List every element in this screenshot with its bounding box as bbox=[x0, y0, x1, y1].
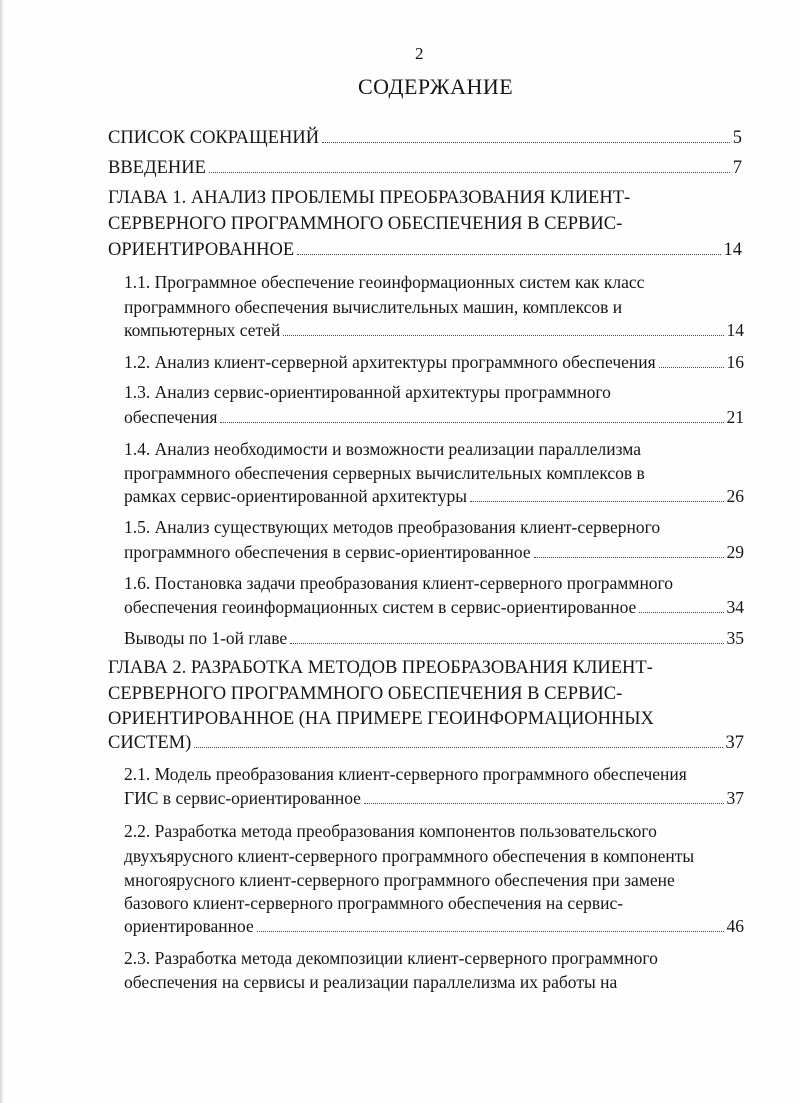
toc-entry-page: 34 bbox=[726, 597, 744, 617]
dot-leader bbox=[194, 747, 722, 748]
toc-entry-page: 16 bbox=[726, 352, 744, 372]
toc-entry-last-line bbox=[124, 484, 744, 508]
dot-leader bbox=[639, 612, 723, 613]
toc-entry-line: двухъярусного клиент-серверного программного обеспечения в компоненты bbox=[124, 846, 695, 866]
dot-leader bbox=[322, 142, 730, 143]
page-number: 2 bbox=[415, 44, 424, 63]
dot-leader bbox=[220, 422, 723, 423]
toc-entry-line: программного обеспечения серверных вычислительных комплексов в bbox=[124, 463, 645, 483]
toc-entry-text: обеспечения bbox=[124, 407, 218, 427]
toc-entry-text: ГИС в сервис-ориентированное bbox=[124, 788, 361, 808]
toc-entry-text: СПИСОК СОКРАЩЕНИЙ bbox=[108, 128, 320, 148]
toc-entry-text: ВВЕДЕНИЕ bbox=[108, 158, 206, 178]
toc-entry-line: СЕРВЕРНОГО ПРОГРАММНОГО ОБЕСПЕЧЕНИЯ В СЕРВИС- bbox=[108, 684, 623, 704]
scan-edge-shadow bbox=[0, 0, 4, 1103]
dot-leader bbox=[283, 335, 723, 336]
toc-entry-page: 29 bbox=[726, 542, 744, 562]
toc-entry-line: ГЛАВА 2. РАЗРАБОТКА МЕТОДОВ ПРЕОБРАЗОВАНИЯ КЛИЕНТ- bbox=[108, 658, 653, 678]
toc-entry-line: СЕРВЕРНОГО ПРОГРАММНОГО ОБЕСПЕЧЕНИЯ В СЕРВИС- bbox=[108, 214, 623, 234]
toc-entry-page: 5 bbox=[732, 128, 742, 148]
toc-entry-page: 14 bbox=[723, 240, 742, 260]
toc-entry-conclusions-1[interactable] bbox=[124, 626, 744, 650]
toc-entry-introduction[interactable] bbox=[108, 156, 742, 180]
toc-entry-text: рамках сервис-ориентированной архитектуры bbox=[124, 486, 467, 506]
toc-entry-last-line bbox=[124, 786, 744, 810]
toc-entry-abbreviations[interactable] bbox=[108, 126, 742, 150]
toc-entry-text: СИСТЕМ) bbox=[108, 733, 192, 753]
toc-entry-page: 37 bbox=[726, 788, 744, 808]
toc-entry-line: ГЛАВА 1. АНАЛИЗ ПРОБЛЕМЫ ПРЕОБРАЗОВАНИЯ КЛИЕНТ- bbox=[108, 188, 631, 208]
toc-entry-text: компьютерных сетей bbox=[124, 320, 281, 340]
toc-entry-last-line bbox=[108, 238, 742, 262]
toc-entry-page: 37 bbox=[725, 733, 744, 753]
toc-entry-section-1-2[interactable] bbox=[124, 350, 744, 374]
dot-leader bbox=[257, 931, 724, 932]
dot-leader bbox=[364, 803, 724, 804]
toc-entry-page: 46 bbox=[726, 916, 744, 936]
toc-entry-last-line bbox=[108, 731, 744, 755]
toc-entry-page: 35 bbox=[726, 628, 744, 648]
toc-entry-line: ОРИЕНТИРОВАННОЕ (НА ПРИМЕРЕ ГЕОИНФОРМАЦИОННЫХ bbox=[108, 709, 654, 729]
toc-entry-line: программного обеспечения вычислительных машин, комплексов и bbox=[124, 297, 623, 317]
toc-entry-last-line bbox=[124, 318, 744, 342]
toc-entry-line: 1.3. Анализ сервис-ориентированной архитектуры программного bbox=[124, 382, 611, 402]
toc-entry-line: 2.1. Модель преобразования клиент-серверного программного обеспечения bbox=[124, 764, 687, 784]
dot-leader bbox=[659, 367, 724, 368]
dot-leader bbox=[209, 172, 730, 173]
toc-entry-line: 1.5. Анализ существующих методов преобразования клиент-серверного bbox=[124, 517, 661, 537]
toc-entry-last-line bbox=[124, 405, 744, 429]
toc-entry-line: базового клиент-серверного программного обеспечения на сервис- bbox=[124, 893, 624, 913]
toc-entry-text: ориентированное bbox=[124, 916, 254, 936]
toc-entry-text: программного обеспечения в сервис-ориентированное bbox=[124, 542, 531, 562]
toc-entry-text: ОРИЕНТИРОВАННОЕ bbox=[108, 240, 295, 260]
toc-entry-text: Выводы по 1-ой главе bbox=[124, 628, 288, 648]
toc-entry-page: 21 bbox=[726, 407, 744, 427]
toc-entry-page: 14 bbox=[726, 320, 744, 340]
toc-entry-line: 2.2. Разработка метода преобразования компонентов пользовательского bbox=[124, 821, 657, 841]
page-title: СОДЕРЖАНИЕ bbox=[358, 74, 514, 99]
dot-leader bbox=[297, 254, 720, 255]
toc-entry-page: 7 bbox=[732, 158, 742, 178]
toc-entry-line: многоярусного клиент-серверного программного обеспечения при замене bbox=[124, 870, 675, 890]
toc-entry-line: обеспечения на сервисы и реализации параллелизма их работы на bbox=[124, 972, 618, 992]
toc-entry-last-line bbox=[124, 540, 744, 564]
toc-entry-line: 1.1. Программное обеспечение геоинформационных систем как класс bbox=[124, 272, 645, 292]
dot-leader bbox=[290, 643, 723, 644]
dot-leader bbox=[534, 557, 724, 558]
toc-entry-page: 26 bbox=[726, 486, 744, 506]
toc-entry-line: 1.4. Анализ необходимости и возможности реализации параллелизма bbox=[124, 439, 641, 459]
toc-entry-text: обеспечения геоинформационных систем в сервис-ориентированное bbox=[124, 597, 637, 617]
dot-leader bbox=[470, 501, 724, 502]
toc-entry-last-line bbox=[124, 595, 744, 619]
toc-entry-text: 1.2. Анализ клиент-серверной архитектуры программного обеспечения bbox=[124, 352, 656, 372]
toc-entry-line: 1.6. Постановка задачи преобразования клиент-серверного программного bbox=[124, 573, 674, 593]
toc-entry-last-line bbox=[124, 914, 744, 938]
toc-entry-line: 2.3. Разработка метода декомпозиции клиент-серверного программного bbox=[124, 948, 658, 968]
